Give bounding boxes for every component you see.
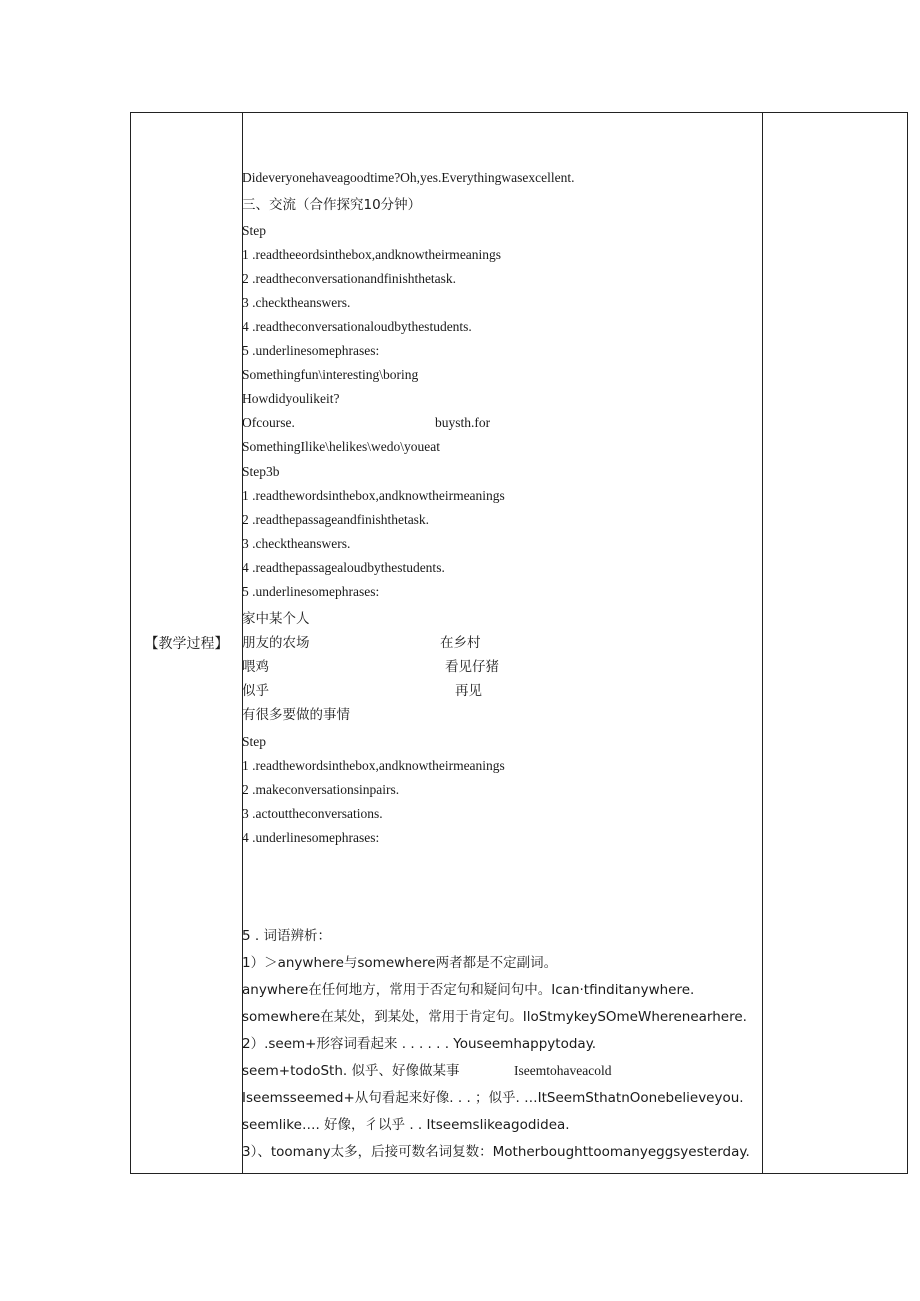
content-line: anywhere在任何地方，常用于否定句和疑问句中。Ican·tfinditanywhere.: [242, 982, 695, 998]
content-line: Ofcourse.: [242, 415, 295, 430]
content-line: Step: [242, 734, 267, 749]
content-line: seem+todoSth. 似乎、好像做某事: [242, 1063, 460, 1079]
content-line: 2 .readthepassageandfinishthetask.: [242, 512, 430, 527]
content-line: Step3b: [242, 464, 280, 479]
content-line: 喂鸡: [242, 659, 269, 675]
content-line: SomethingIlike\helikes\wedo\youeat: [242, 439, 440, 454]
content-line: Iseemsseemed+从句看起来好像. . . ；似乎. …ItSeemSthatnOonebelieveyou.: [242, 1090, 744, 1106]
content-line: Howdidyoulikeit?: [242, 391, 340, 406]
content-line: Somethingfun\interesting\boring: [242, 367, 419, 382]
content-line: 3 .checktheanswers.: [242, 536, 351, 551]
content-line: seemlike…. 好像，彳以乎 . . Itseemslikeagodidea.: [242, 1117, 570, 1133]
content-line: 4 .readtheconversationaloudbythestudents.: [242, 319, 472, 334]
content-line: 有很多要做的事情: [242, 707, 350, 723]
content-line: 1 .readthewordsinthebox,andknowtheirmeanings: [242, 488, 505, 503]
content-line: 2 .makeconversationsinpairs.: [242, 782, 400, 797]
content-line: 再见: [455, 683, 482, 699]
content-line: 2 .readtheconversationandfinishthetask.: [242, 271, 457, 286]
content-line: Iseemtohaveacold: [514, 1063, 612, 1078]
column-divider-right: [762, 113, 763, 1173]
content-line: 三、交流（合作探究10分钟）: [242, 197, 422, 213]
content-line: 1）＞anywhere与somewhere两者都是不定副词。: [242, 955, 558, 971]
content-line: 5 . 词语辨析：: [242, 928, 331, 944]
content-line: 4 .underlinesomephrases:: [242, 830, 380, 845]
content-line: somewhere在某处，到某处，常用于肯定句。IloStmykeySOmeWherenearhere.: [242, 1009, 747, 1025]
content-line: 4 .readthepassagealoudbythestudents.: [242, 560, 445, 575]
content-line: 似乎: [242, 683, 269, 699]
content-line: 5 .underlinesomephrases:: [242, 343, 380, 358]
content-line: 朋友的农场: [242, 635, 310, 651]
content-line: 5 .underlinesomephrases:: [242, 584, 380, 599]
content-line: buysth.for: [435, 415, 491, 430]
content-line: 3 .actouttheconversations.: [242, 806, 383, 821]
content-line: 看见仔猪: [445, 659, 499, 675]
content-line: 3）、toomany太多，后接可数名词复数：Motherboughttoomanyeggsyesterday.: [242, 1144, 750, 1160]
content-line: 3 .checktheanswers.: [242, 295, 351, 310]
content-line: 1 .readtheeordsinthebox,andknowtheirmeanings: [242, 247, 502, 262]
content-line: 家中某个人: [242, 611, 310, 627]
content-line: 在乡村: [440, 635, 481, 651]
content-line: Step: [242, 223, 267, 238]
row-label-teaching-process: 【教学过程】: [144, 636, 229, 652]
content-line: 2）.seem+形容词看起来 . . . . . . Youseemhappytoday.: [242, 1036, 597, 1052]
content-line: 1 .readthewordsinthebox,andknowtheirmeanings: [242, 758, 505, 773]
content-line: Dideveryonehaveagoodtime?Oh,yes.Everythingwasexcellent.: [242, 170, 575, 185]
